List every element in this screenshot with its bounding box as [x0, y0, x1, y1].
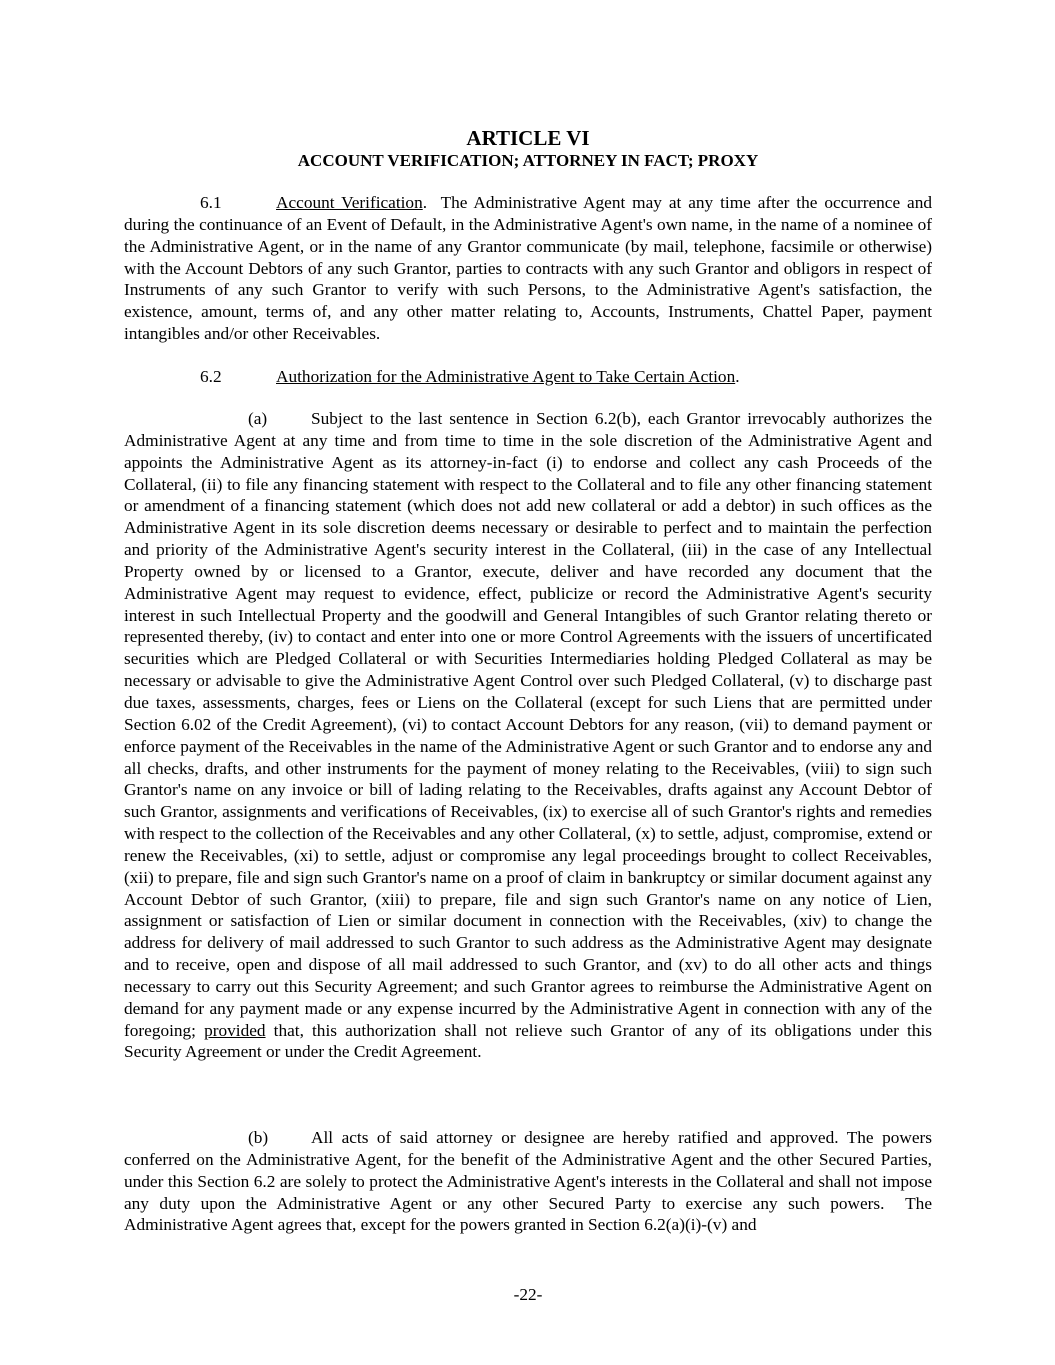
- clause-a-label: (a): [248, 409, 268, 428]
- page-number: -22-: [513, 1285, 543, 1304]
- section-6-2-heading: Authorization for the Administrative Agent to Take Certain Action: [276, 367, 736, 386]
- section-6-1-paragraph: [124, 192, 937, 345]
- section-6-2-heading-suffix: .: [735, 367, 740, 386]
- clause-b-body: All acts of said attorney or designee are hereby ratified and approved. The powers conferred on the Administrative Agent, for the benefit of the Administrative Agent and the other Secured Parties, under this Section 6.2 are solely to protect the Administrative Agent's interests in the Collateral and shall not impose any duty upon the Administrative Agent or any other Secured Party to exercise any such powers. The Administrative Agent agrees that, except for the powers granted in Section 6.2(a)(i)-(v) and: [124, 1128, 937, 1235]
- section-6-2-number: 6.2: [200, 367, 222, 386]
- clause-a-body: Subject to the last sentence in Section 6.2(b), each Grantor irrevocably authorizes the Administrative Agent at any time and from time to time in the sole discretion of the Administrative Agent and appoints the Administrative Agent as its attorney-in-fact (i) to endorse and collect any cash Proceeds of the Collateral, (ii) to file any financing statement with respect to the Collateral and to file any other financing statement or amendment of a financing statement (which does not add new collateral or add a debtor) in such offices as the Administrative Agent in its sole discretion deems necessary or desirable to perfect and to maintain the perfection and priority of the Administrative Agent's security interest in the Collateral, (iii) in the case of any Intellectual Property owned by or licensed to a Grantor, execute, deliver and have recorded any document that the Administrative Agent may request to evidence, effect, publicize or record the Administrative Agent's security interest in such Intellectual Property and the goodwill and General Intangibles of such Grantor relating thereto or represented thereby, (iv) to contact and enter into one or more Control Agreements with the issuers of uncertificated securities which are Pledged Collateral or with Securities Intermediaries holding Pledged Collateral as may be necessary or advisable to give the Administrative Agent Control over such Pledged Collateral, (v) to discharge past due taxes, assessments, charges, fees or Liens on the Collateral (except for such Liens that are permitted under Section 6.02 of the Credit Agreement), (vi) to contact Account Debtors for any reason, (vii) to demand payment or enforce payment of the Receivables in the name of the Administrative Agent or such Grantor and to endorse any and all checks, drafts, and other instruments for the payment of money relating to the Receivables, (viii) to sign such Grantor's name on any invoice or bill of lading relating to the Receivables, drafts against any Account Debtor of such Grantor, assignments and verifications of Receivables, (ix) to exercise all of such Grantor's rights and remedies with respect to the collection of the Receivables and any other Collateral, (x) to settle, adjust, compromise, extend or renew the Receivables, (xi) to settle, adjust or compromise any legal proceedings brought to collect Receivables, (xii) to prepare, file and sign such Grantor's name on a proof of claim in bankruptcy or similar document against any Account Debtor of such Grantor, (xiii) to prepare, file and sign such Grantor's name on any notice of Lien, assignment or satisfaction of Lien or similar document in connection with the Receivables, (xiv) to change the address for delivery of mail addressed to such Grantor to such address as the Administrative Agent may designate and to receive, open and dispose of all mail addressed to such Grantor, and (xv) to do all other acts and things necessary to carry out this Security Agreement; and such Grantor agrees to reimburse the Administrative Agent on demand for any payment made or any expense incurred by the Administrative Agent in connection with any of the foregoing;: [124, 409, 932, 1040]
- section-6-1-number: 6.1: [200, 193, 222, 212]
- article-title: ARTICLE VI: [466, 126, 590, 150]
- clause-b-paragraph: [124, 1127, 937, 1236]
- article-subtitle: ACCOUNT VERIFICATION; ATTORNEY IN FACT; PROXY: [297, 151, 759, 170]
- clause-b-label: (b): [248, 1128, 269, 1147]
- section-6-1-heading: Account Verification: [276, 193, 423, 212]
- clause-a-proviso: provided: [204, 1020, 266, 1040]
- clause-a-paragraph: [124, 408, 932, 1063]
- section-6-1-body: The Administrative Agent may at any time after the occurrence and during the continuance of an Event of Default, in the Administrative Agent's own name, in the name of a nominee of the Administrative Agent, or in the name of any Grantor communicate (by mail, telephone, facsimile or otherwise) with the Account Debtors of any such Grantor, parties to contracts with any such Grantor and obligors in respect of Instruments of any such Grantor to verify with such Persons, to the Administrative Agent's satisfaction, the existence, amount, terms of, and any other matter relating to, Accounts, Instruments, Chattel Paper, payment intangibles and/or other Receivables.: [124, 193, 937, 344]
- clause-a-tail: that, this authorization shall not relieve such Grantor of any of its obligations under this Security Agreement or under the Credit Agreement.: [124, 1020, 932, 1062]
- section-6-2-heading-line: [124, 366, 932, 388]
- section-6-1-heading-suffix: .: [422, 193, 428, 212]
